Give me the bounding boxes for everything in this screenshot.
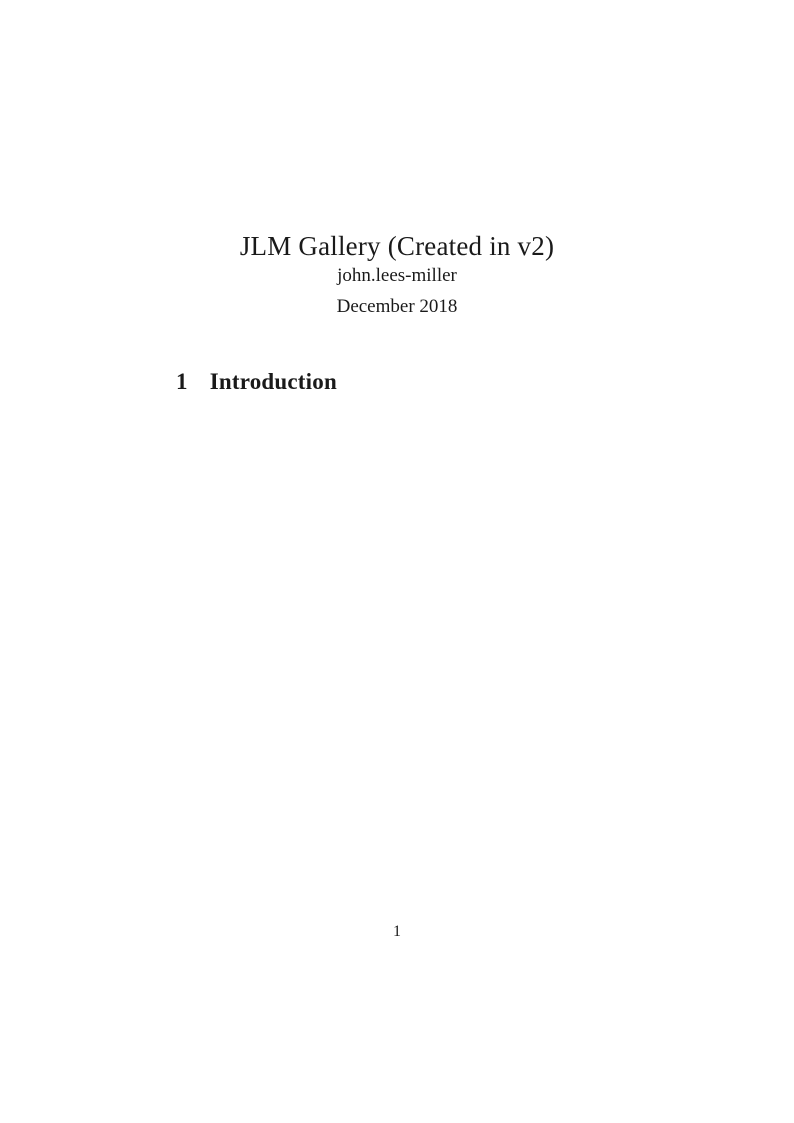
document-title: JLM Gallery (Created in v2) (239, 231, 555, 262)
page-number: 1 (393, 923, 401, 940)
section-number: 1 (176, 369, 188, 395)
section-heading (176, 369, 337, 395)
document-date: December 2018 (336, 296, 458, 317)
document-author: john.lees-miller (337, 265, 457, 286)
section-title: Introduction (209, 369, 337, 395)
